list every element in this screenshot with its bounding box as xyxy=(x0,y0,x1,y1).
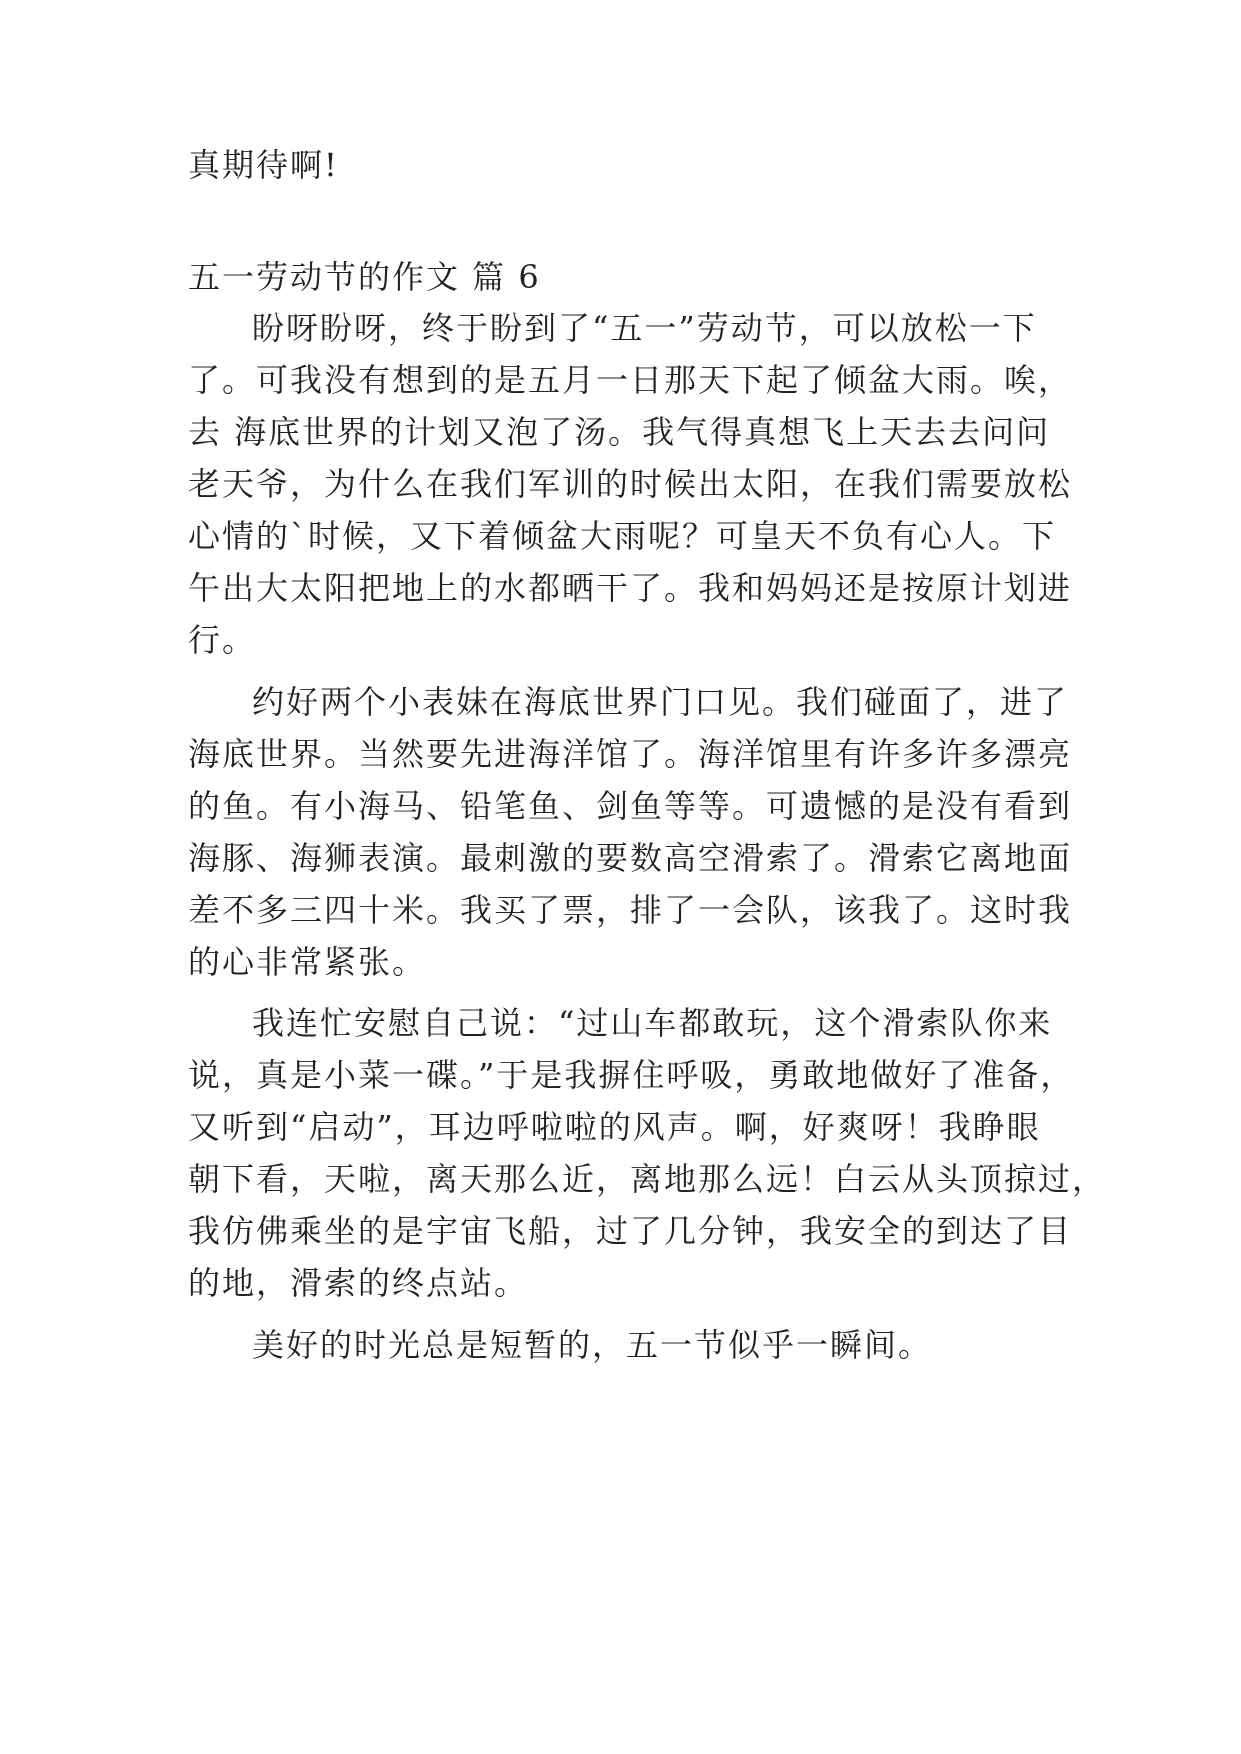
paragraph-line: 我仿佛乘坐的是宇宙飞船，过了几分钟，我安全的到达了目 xyxy=(188,1212,1073,1250)
paragraph-line: 午出大太阳把地上的水都晒干了。我和妈妈还是按原计划进 xyxy=(188,569,1073,607)
essay-heading: 五一劳动节的作文 篇 6 xyxy=(188,258,541,296)
paragraph-line: 又听到“启动”，耳边呼啦啦的风声。啊，好爽呀！我睁眼 xyxy=(188,1108,1041,1146)
paragraph-line: 我连忙安慰自己说：“过山车都敢玩，这个滑索队你来 xyxy=(252,1004,1053,1042)
paragraph-line: 美好的时光总是短暂的，五一节似乎一瞬间。 xyxy=(252,1326,933,1364)
paragraph-line: 去 海底世界的计划又泡了汤。我气得真想飞上天去去问问 xyxy=(188,413,1051,451)
paragraph-line: 约好两个小表妹在海底世界门口见。我们碰面了，进了 xyxy=(252,683,1069,721)
paragraph-line: 朝下看，天啦，离天那么近，离地那么远！白云从头顶掠过， xyxy=(188,1160,1107,1198)
paragraph-line: 行。 xyxy=(188,621,257,659)
paragraph-line: 盼呀盼呀，终于盼到了“五一”劳动节，可以放松一下 xyxy=(252,309,1037,347)
paragraph-line: 海底世界。当然要先进海洋馆了。海洋馆里有许多许多漂亮 xyxy=(188,735,1073,773)
paragraph-line: 心情的`时候，又下着倾盆大雨呢？可皇天不负有心人。下 xyxy=(188,517,1057,555)
paragraph-line: 说，真是小菜一碟。”于是我摒住呼吸，勇敢地做好了准备， xyxy=(188,1056,1075,1094)
previous-essay-ending: 真期待啊! xyxy=(188,146,339,184)
paragraph-line: 老天爷，为什么在我们军训的时候出太阳，在我们需要放松 xyxy=(188,465,1073,503)
paragraph-line: 了。可我没有想到的是五月一日那天下起了倾盆大雨。唉， xyxy=(188,361,1073,399)
paragraph-line: 海豚、海狮表演。最刺激的要数高空滑索了。滑索它离地面 xyxy=(188,839,1073,877)
paragraph-line: 的鱼。有小海马、铅笔鱼、剑鱼等等。可遗憾的是没有看到 xyxy=(188,787,1073,825)
paragraph-line: 的地，滑索的终点站。 xyxy=(188,1264,529,1302)
paragraph-line: 的心非常紧张。 xyxy=(188,943,427,981)
paragraph-line: 差不多三四十米。我买了票，排了一会队，该我了。这时我 xyxy=(188,891,1073,929)
